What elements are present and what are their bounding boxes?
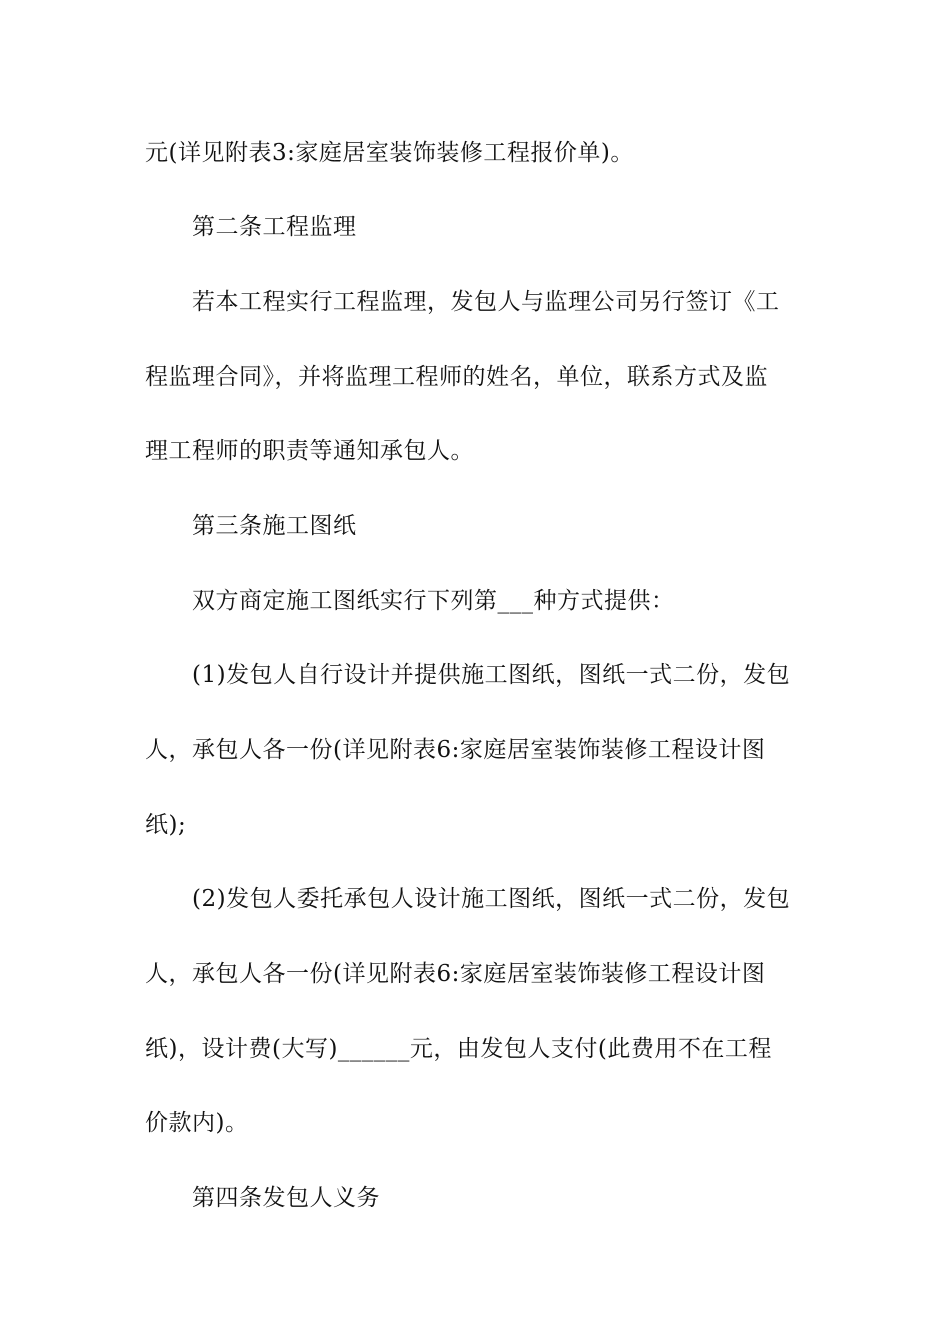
- paragraph-line: 纸);: [145, 812, 187, 838]
- section-heading: 第四条发包人义务: [192, 1185, 380, 1211]
- paragraph-line: (2)发包人委托承包人设计施工图纸，图纸一式二份，发包: [192, 886, 791, 912]
- section-heading: 第二条工程监理: [192, 214, 357, 240]
- paragraph-line: 纸)，设计费(大写)______元，由发包人支付(此费用不在工程: [145, 1036, 772, 1062]
- paragraph-line: 理工程师的职责等通知承包人。: [145, 438, 474, 464]
- paragraph-line: (1)发包人自行设计并提供施工图纸，图纸一式二份，发包: [192, 662, 791, 688]
- paragraph-line: 程监理合同》，并将监理工程师的姓名，单位，联系方式及监: [145, 364, 768, 390]
- paragraph-line: 人，承包人各一份(详见附表6:家庭居室装饰装修工程设计图: [145, 961, 766, 987]
- section-heading: 第三条施工图纸: [192, 513, 357, 539]
- paragraph-line: 价款内)。: [145, 1110, 249, 1136]
- paragraph-line: 双方商定施工图纸实行下列第___种方式提供：: [192, 588, 675, 614]
- paragraph-line: 元(详见附表3:家庭居室装饰装修工程报价单)。: [145, 140, 634, 166]
- paragraph-line: 若本工程实行工程监理，发包人与监理公司另行签订《工: [192, 289, 780, 315]
- paragraph-line: 人，承包人各一份(详见附表6:家庭居室装饰装修工程设计图: [145, 737, 766, 763]
